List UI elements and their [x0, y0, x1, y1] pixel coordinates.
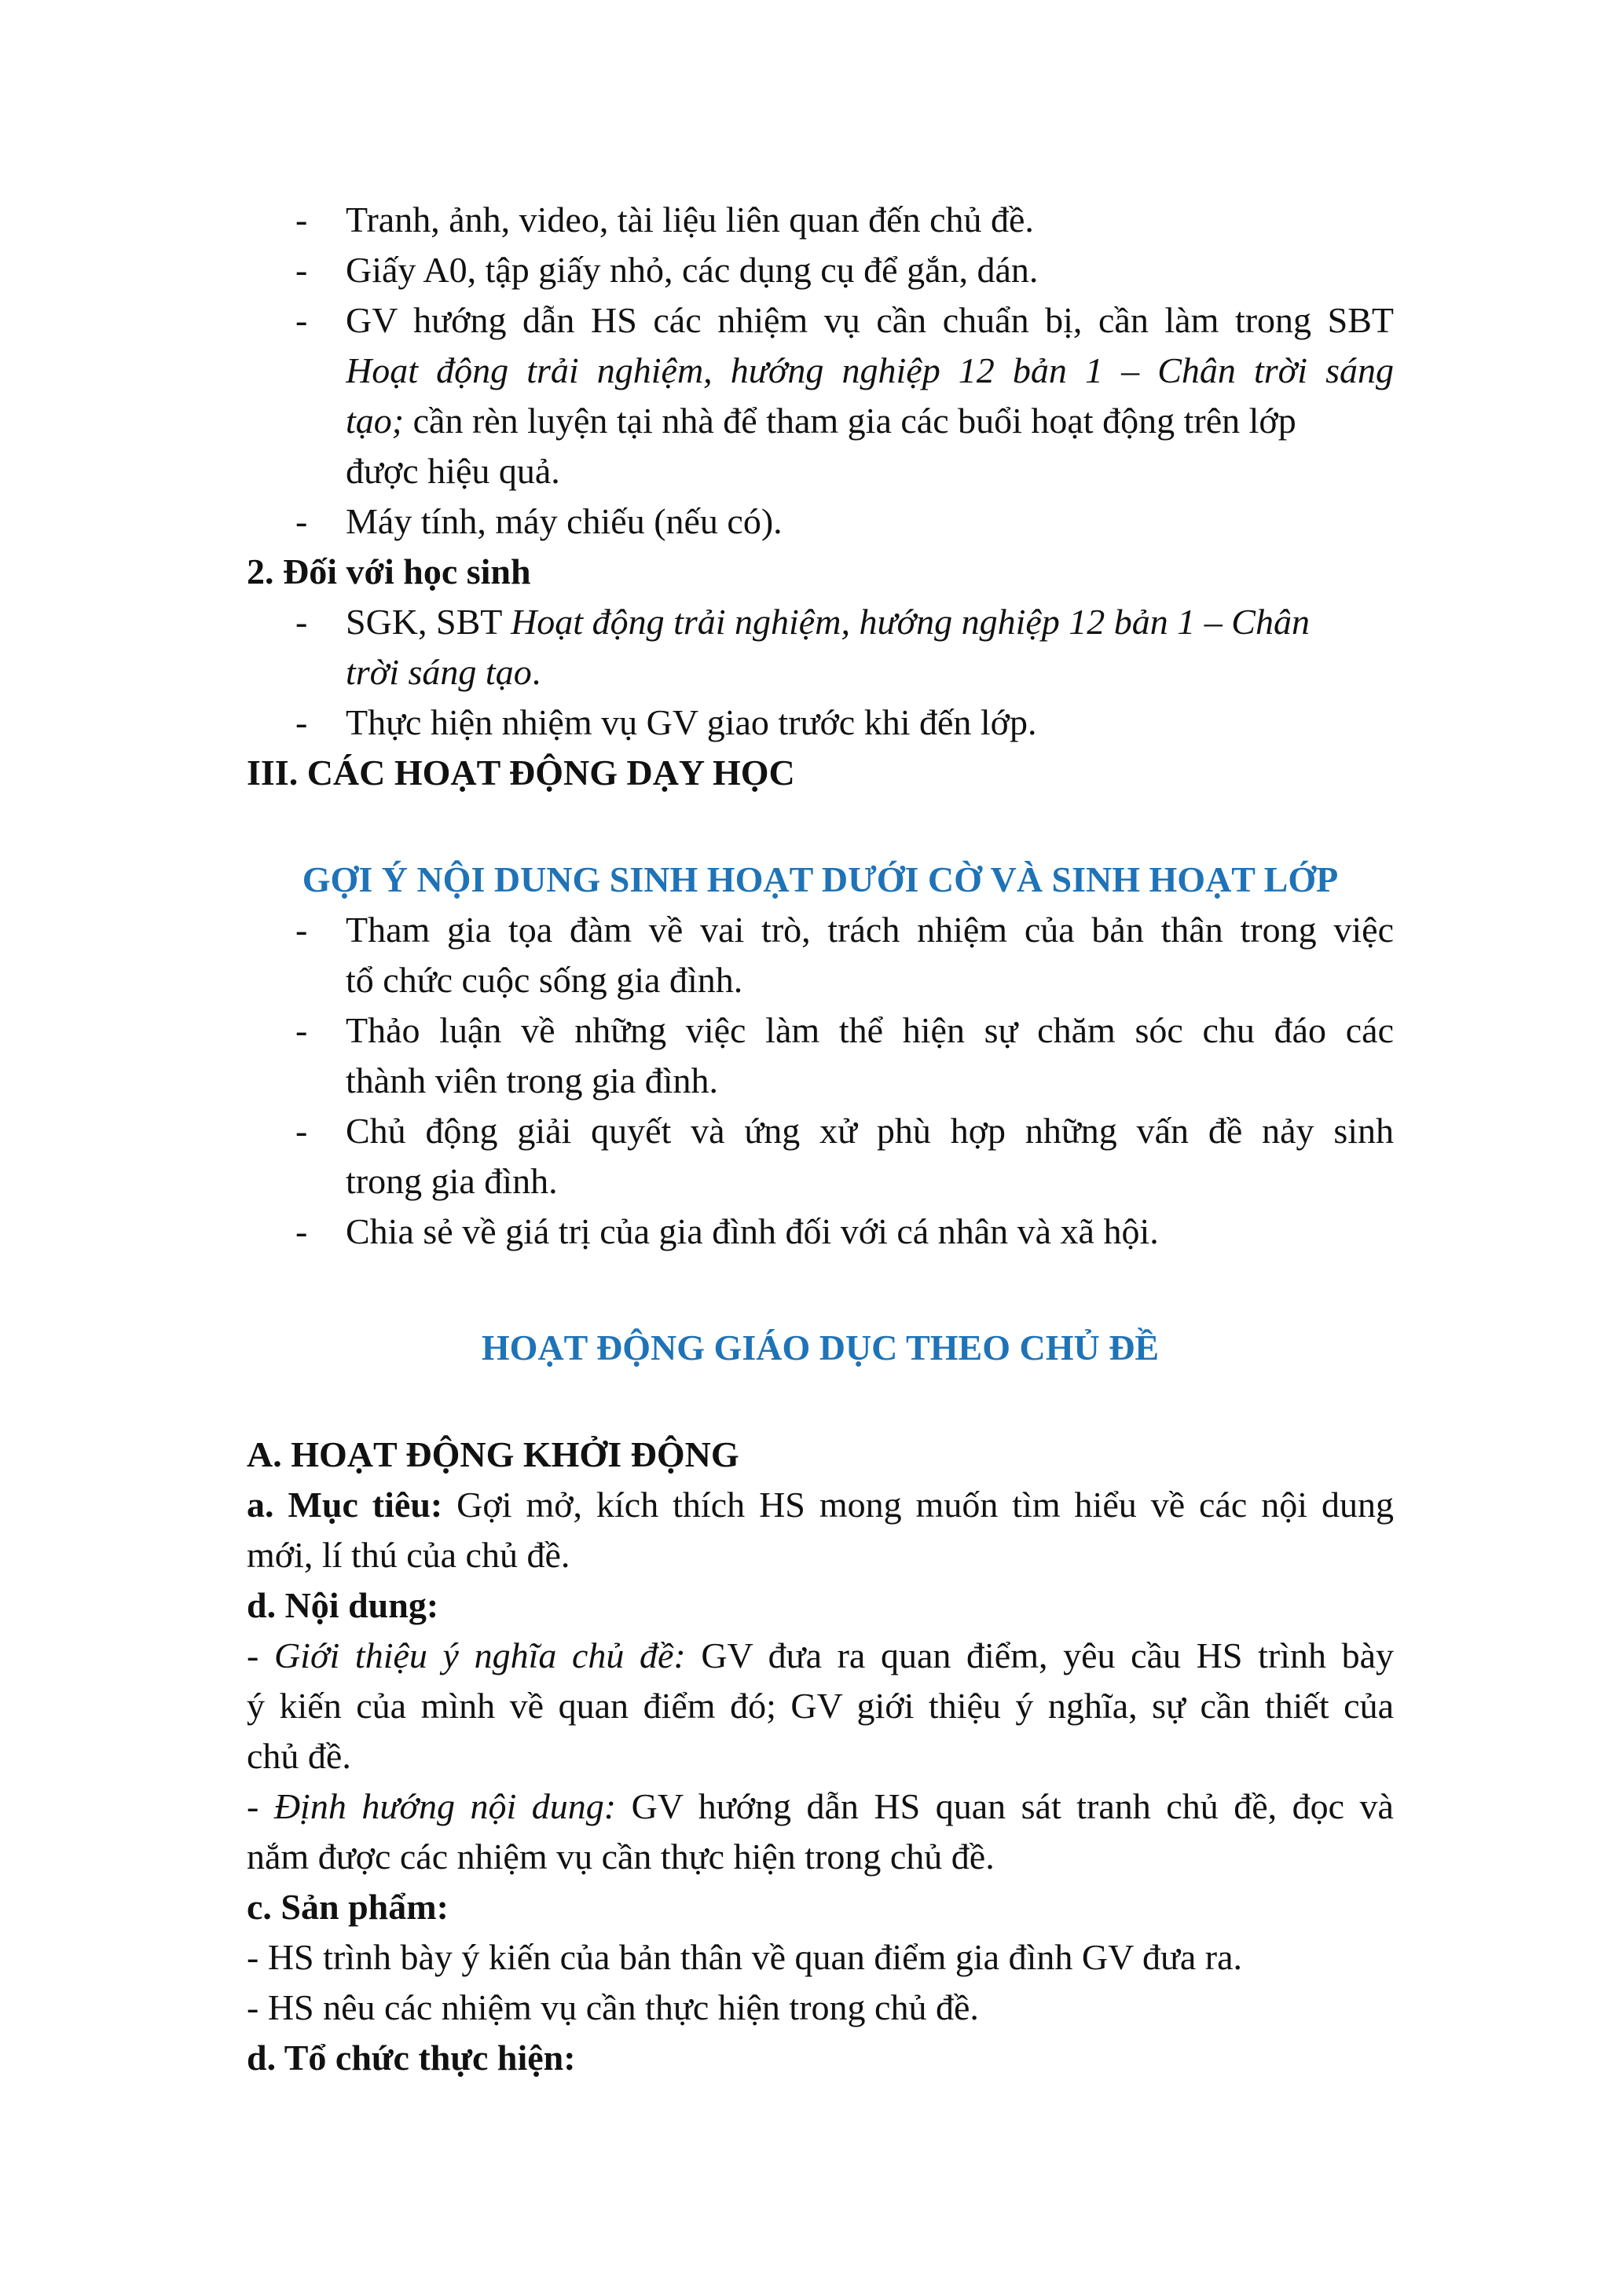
- intro-dash: -: [247, 1635, 274, 1675]
- flag-item-4: Chia sẻ về giá trị của gia đình đối với cá nhân và xã hội.: [346, 1211, 1159, 1251]
- flag-item-1-line-1: Tham gia tọa đàm về vai trò, trách nhiệm của bản thân trong việc: [346, 910, 1394, 950]
- bullet-dash: -: [295, 702, 308, 742]
- teacher-item-3-line-3: [346, 396, 1394, 446]
- part-a-heading: A. HOẠT ĐỘNG KHỞI ĐỘNG: [247, 1434, 739, 1474]
- teacher-item-2: Giấy A0, tập giấy nhỏ, các dụng cụ để gắn, dán.: [346, 250, 1039, 290]
- bullet-dash: -: [295, 200, 308, 240]
- topic-activity-heading: HOẠT ĐỘNG GIÁO DỤC THEO CHỦ ĐỀ: [481, 1327, 1160, 1368]
- teacher-item-1: Tranh, ảnh, video, tài liệu liên quan đến chủ đề.: [346, 200, 1034, 240]
- flag-item-2-line-1: Thảo luận về những việc làm thể hiện sự chăm sóc chu đáo các: [346, 1010, 1394, 1050]
- flag-item-2-line-2: thành viên trong gia đình.: [346, 1060, 718, 1100]
- student-item-1-plain: SGK, SBT: [346, 602, 511, 642]
- product-label: c. Sản phẩm:: [247, 1887, 449, 1927]
- orient-line-1: [247, 1782, 1394, 1832]
- student-item-1-italic: Hoạt động trải nghiệm, hướng nghiệp 12 bản 1 – Chân: [511, 602, 1310, 642]
- flag-item-3-line-1: Chủ động giải quyết và ứng xử phù hợp những vấn đề nảy sinh: [346, 1111, 1394, 1151]
- content-label: d. Nội dung:: [247, 1585, 439, 1625]
- bullet-dash: -: [295, 602, 308, 642]
- flag-item-3-line-2: trong gia đình.: [346, 1161, 558, 1201]
- student-item-1-italic-cont: trời sáng tạo: [346, 652, 532, 692]
- bullet-dash: -: [295, 1010, 308, 1050]
- student-item-1-period: .: [531, 652, 541, 692]
- intro-text: GV đưa ra quan điểm, yêu cầu HS trình bày: [685, 1635, 1394, 1675]
- organization-label: d. Tổ chức thực hiện:: [247, 2038, 576, 2078]
- orient-line-2: nắm được các nhiệm vụ cần thực hiện trong chủ đề.: [247, 1836, 995, 1877]
- intro-italic-label: Giới thiệu ý nghĩa chủ đề:: [273, 1635, 686, 1675]
- intro-line-2: ý kiến của mình về quan điểm đó; GV giới thiệu ý nghĩa, sự cần thiết của: [247, 1686, 1394, 1726]
- bullet-dash: -: [295, 300, 308, 340]
- intro-line-3: chủ đề.: [247, 1736, 351, 1776]
- teacher-item-3-line-3-rest: cần rèn luyện tại nhà để tham gia các buổi hoạt động trên lớp: [404, 401, 1296, 441]
- teacher-item-4: Máy tính, máy chiếu (nếu có).: [346, 501, 783, 541]
- student-item-2: Thực hiện nhiệm vụ GV giao trước khi đến lớp.: [346, 702, 1037, 742]
- goal-label: a. Mục tiêu:: [247, 1485, 443, 1525]
- bullet-dash: -: [295, 501, 308, 541]
- goal-text: Gợi mở, kích thích HS mong muốn tìm hiểu về các nội dung: [442, 1485, 1394, 1525]
- teacher-item-3-line-2: Hoạt động trải nghiệm, hướng nghiệp 12 bản 1 – Chân trời sáng: [346, 350, 1394, 390]
- goal-line-1: [247, 1480, 1394, 1530]
- bullet-dash: -: [295, 1211, 308, 1251]
- bullet-dash: -: [295, 250, 308, 290]
- orient-dash: -: [247, 1786, 274, 1826]
- goal-line-2: mới, lí thú của chủ đề.: [247, 1535, 570, 1575]
- orient-italic-label: Định hướng nội dung:: [273, 1786, 617, 1826]
- bullet-dash: -: [295, 910, 308, 950]
- teacher-item-3-line-1: GV hướng dẫn HS các nhiệm vụ cần chuẩn bị, cần làm trong SBT: [346, 300, 1394, 340]
- bullet-dash: -: [295, 1111, 308, 1151]
- student-item-1-line-2: [346, 647, 1394, 698]
- students-heading: 2. Đối với học sinh: [247, 551, 531, 591]
- intro-line-1: [247, 1631, 1394, 1681]
- student-item-1-line-1: [346, 597, 1394, 647]
- flag-activity-heading: GỢI Ý NỘI DUNG SINH HOẠT DƯỚI CỜ VÀ SINH HOẠT LỚP: [302, 859, 1339, 899]
- product-item-1: - HS trình bày ý kiến của bản thân về quan điểm gia đình GV đưa ra.: [247, 1937, 1243, 1977]
- book-title-italic: tạo;: [346, 401, 405, 441]
- section-3-heading: III. CÁC HOẠT ĐỘNG DẠY HỌC: [247, 753, 795, 793]
- product-item-2: - HS nêu các nhiệm vụ cần thực hiện trong chủ đề.: [247, 1987, 979, 2027]
- teacher-item-3-line-4: được hiệu quả.: [346, 451, 560, 491]
- orient-text: GV hướng dẫn HS quan sát tranh chủ đề, đọc và: [616, 1786, 1394, 1826]
- flag-item-1-line-2: tổ chức cuộc sống gia đình.: [346, 960, 743, 1000]
